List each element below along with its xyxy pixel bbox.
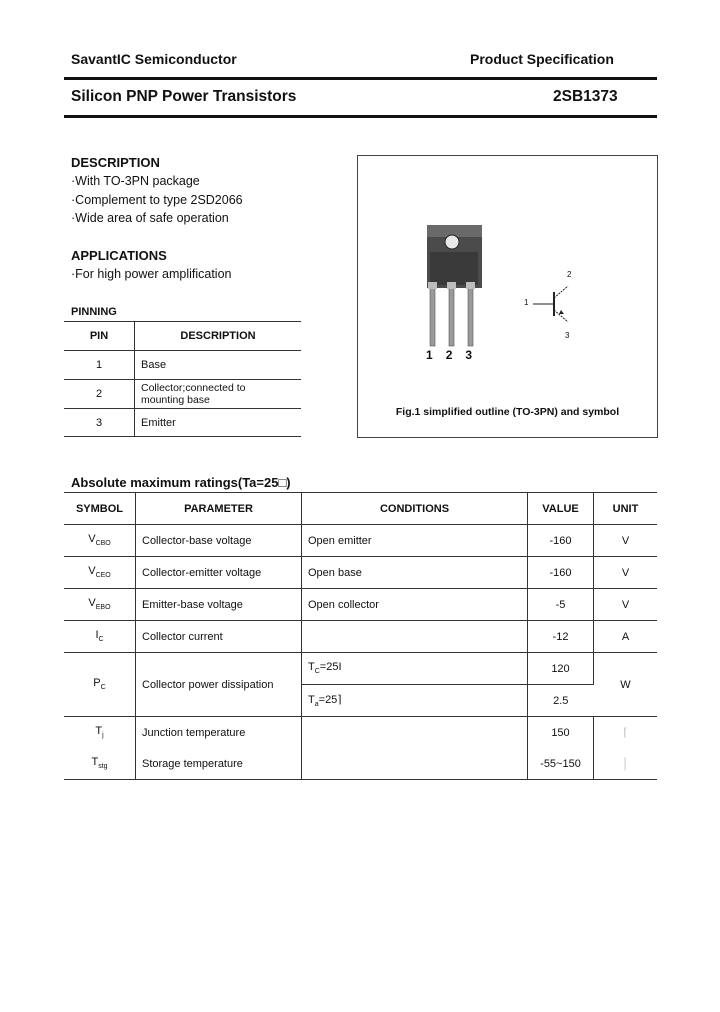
symbol-subscript: j — [102, 732, 104, 740]
table-row — [64, 717, 657, 749]
unit-cell: V — [594, 589, 658, 621]
doc-type: Product Specification — [470, 51, 614, 67]
figure-caption: Fig.1 simplified outline (TO-3PN) and symbol — [395, 406, 620, 418]
description-item: ·With TO-3PN package — [71, 174, 200, 188]
description-item: ·Wide area of safe operation — [71, 211, 229, 226]
conditions-cell — [302, 621, 528, 653]
package-mold — [430, 252, 478, 285]
table-row — [64, 525, 657, 557]
conditions-cell — [302, 717, 528, 780]
pin-description: Emitter — [135, 409, 302, 437]
symbol-letter: V — [88, 565, 96, 578]
symbol-label-emitter: 3 — [565, 331, 570, 340]
symbol-cell — [64, 653, 136, 717]
symbol-cell — [64, 525, 136, 557]
conditions-header: CONDITIONS — [302, 493, 528, 525]
pinning-table — [64, 321, 301, 437]
condition-letter: T — [308, 661, 315, 674]
lead-shoulder — [428, 282, 437, 289]
unit-cell: V — [594, 525, 658, 557]
description-item: ·Complement to type 2SD2066 — [71, 192, 243, 207]
symbol-subscript: C — [100, 684, 106, 692]
symbol-letter: I — [95, 629, 99, 642]
lead-3 — [468, 288, 473, 346]
symbol-label-base: 1 — [524, 298, 529, 307]
symbol-subscript: EBO — [95, 604, 111, 612]
symbol-cell — [64, 589, 136, 621]
table-row — [64, 557, 657, 589]
pin-description: Base — [135, 351, 302, 380]
pin-number: 1 — [64, 351, 135, 380]
symbol-letter: V — [88, 597, 96, 610]
symbol-cell — [64, 748, 136, 780]
value-cell: -55~150 — [528, 748, 594, 780]
value-cell: -160 — [528, 525, 594, 557]
parameter-cell: Junction temperature — [136, 717, 302, 749]
table-row — [64, 589, 657, 621]
header-rule-bottom — [64, 115, 657, 118]
collector-line — [554, 286, 568, 298]
symbol-subscript: CEO — [95, 572, 111, 580]
lead-2 — [449, 288, 454, 346]
unit-cell: │ — [594, 748, 658, 780]
value-cell: -5 — [528, 589, 594, 621]
condition-value: =25І — [319, 661, 342, 674]
symbol-letter: T — [95, 725, 103, 738]
parameter-cell: Collector power dissipation — [136, 653, 302, 717]
symbol-letter: V — [88, 533, 96, 546]
ratings-table — [64, 492, 657, 780]
unit-header: UNIT — [594, 493, 658, 525]
symbol-letter: P — [93, 677, 101, 690]
package-pin-labels — [426, 348, 485, 362]
description-title: DESCRIPTION — [71, 155, 160, 170]
value-cell: -12 — [528, 621, 594, 653]
table-row — [64, 621, 657, 653]
unit-cell: A — [594, 621, 658, 653]
package-pin-label: 1 — [426, 348, 446, 362]
emitter-arrow-icon — [559, 310, 564, 314]
ratings-title: Absolute maximum ratings(Ta=25□) — [71, 475, 291, 490]
condition-value: =25⌉ — [318, 693, 342, 706]
symbol-letter: T — [91, 756, 99, 769]
parameter-header: PARAMETER — [136, 493, 302, 525]
condition-subscript: a — [314, 701, 319, 709]
package-outline-drawing — [358, 156, 657, 437]
header-rule-top — [64, 77, 657, 80]
symbol-cell — [64, 621, 136, 653]
value-cell: 2.5 — [528, 685, 594, 717]
package-pin-label: 2 — [445, 348, 466, 362]
pin-description — [135, 380, 302, 409]
symbol-label-collector: 2 — [567, 270, 572, 279]
parameter-cell: Collector-emitter voltage — [136, 557, 302, 589]
unit-cell: ⌈ — [623, 727, 628, 739]
pin-header: PIN — [64, 322, 135, 351]
unit-cell: W — [594, 653, 658, 717]
value-cell: -160 — [528, 557, 594, 589]
table-row — [64, 409, 301, 437]
symbol-cell — [64, 717, 136, 749]
value-header: VALUE — [528, 493, 594, 525]
condition-letter: T — [308, 693, 315, 706]
parameter-cell: Storage temperature — [136, 748, 302, 780]
company-name: SavantIC Semiconductor — [71, 51, 237, 67]
conditions-cell — [302, 653, 528, 685]
lead-1 — [430, 288, 435, 346]
symbol-subscript: stg — [98, 763, 108, 771]
pin-desc-header: DESCRIPTION — [135, 322, 302, 351]
symbol-subscript: C — [98, 636, 104, 644]
table-row — [64, 380, 301, 409]
conditions-cell: Open emitter — [302, 525, 528, 557]
pin-number: 2 — [64, 380, 135, 409]
lead-shoulder — [466, 282, 475, 289]
conditions-cell — [302, 685, 528, 717]
mounting-hole — [445, 235, 459, 249]
symbol-cell — [64, 557, 136, 589]
pin-description-text: Collector;connected to mounting base — [141, 382, 246, 406]
applications-item: ·For high power amplification — [71, 267, 232, 281]
figure-box — [357, 155, 658, 438]
description-list — [71, 172, 243, 228]
parameter-cell: Collector-base voltage — [136, 525, 302, 557]
conditions-cell: Open collector — [302, 589, 528, 621]
pin-number: 3 — [64, 409, 135, 437]
parameter-cell: Collector current — [136, 621, 302, 653]
part-number: 2SB1373 — [553, 88, 618, 105]
table-row — [64, 351, 301, 380]
conditions-cell: Open base — [302, 557, 528, 589]
table-row — [64, 653, 657, 685]
lead-shoulder — [447, 282, 456, 289]
applications-title: APPLICATIONS — [71, 248, 167, 263]
package-pin-label: 3 — [465, 348, 486, 362]
condition-subscript: C — [314, 668, 320, 676]
product-line: Silicon PNP Power Transistors — [71, 88, 297, 105]
symbol-header: SYMBOL — [64, 493, 136, 525]
pinning-title: PINNING — [71, 306, 117, 318]
symbol-subscript: CBO — [95, 540, 111, 548]
unit-cell: V — [594, 557, 658, 589]
value-cell: 120 — [528, 653, 594, 685]
parameter-cell: Emitter-base voltage — [136, 589, 302, 621]
value-cell: 150 — [528, 717, 594, 749]
